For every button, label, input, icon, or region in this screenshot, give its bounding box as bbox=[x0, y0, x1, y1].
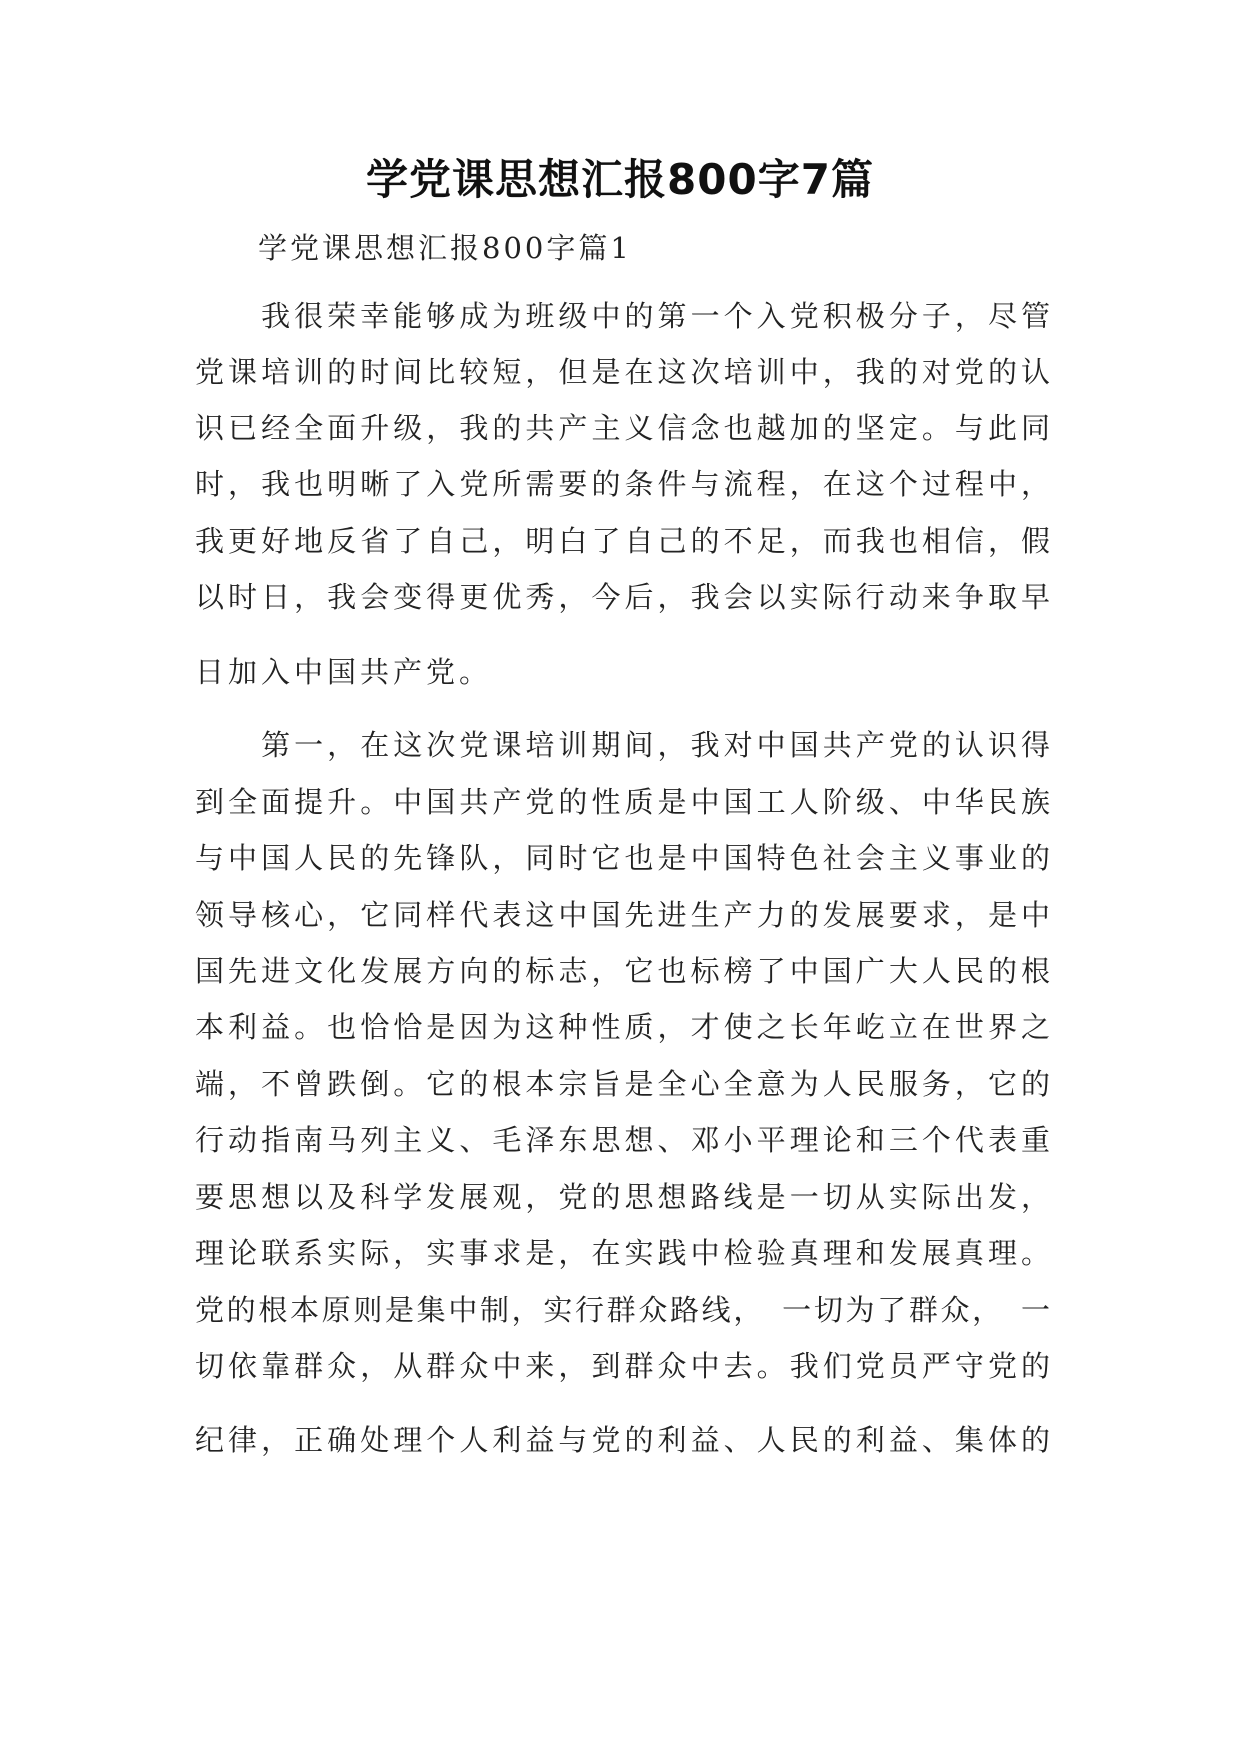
section-heading: 学党课思想汇报800字篇1 bbox=[258, 231, 632, 265]
paragraph-1-line: 时，我也明晰了入党所需要的条件与流程，在这个过程中， bbox=[195, 467, 1050, 501]
paragraph-2-line: 要思想以及科学发展观，党的思想路线是一切从实际出发， bbox=[195, 1180, 1050, 1214]
paragraph-2-line: 与中国人民的先锋队，同时它也是中国特色社会主义事业的 bbox=[195, 841, 1050, 875]
paragraph-2-line: 本利益。也恰恰是因为这种性质，才使之长年屹立在世界之 bbox=[195, 1010, 1050, 1044]
paragraph-2-line: 党的根本原则是集中制，实行群众路线， 一切为了群众， 一 bbox=[195, 1293, 1050, 1327]
paragraph-2-line: 第一，在这次党课培训期间，我对中国共产党的认识得 bbox=[195, 728, 1050, 762]
paragraph-2-line: 端，不曾跌倒。它的根本宗旨是全心全意为人民服务，它的 bbox=[195, 1067, 1050, 1101]
paragraph-2-line: 到全面提升。中国共产党的性质是中国工人阶级、中华民族 bbox=[195, 785, 1050, 819]
document-title: 学党课思想汇报800字7篇 bbox=[366, 155, 874, 204]
paragraph-2-line: 纪律，正确处理个人利益与党的利益、人民的利益、集体的 bbox=[195, 1423, 1050, 1457]
paragraph-2-line: 行动指南马列主义、毛泽东思想、邓小平理论和三个代表重 bbox=[195, 1123, 1050, 1157]
paragraph-2-line: 国先进文化发展方向的标志，它也标榜了中国广大人民的根 bbox=[195, 954, 1050, 988]
paragraph-1-line: 以时日，我会变得更优秀，今后，我会以实际行动来争取早 bbox=[195, 580, 1050, 614]
paragraph-1-line: 我更好地反省了自己，明白了自己的不足，而我也相信，假 bbox=[195, 524, 1050, 558]
paragraph-2-line: 切依靠群众，从群众中来，到群众中去。我们党员严守党的 bbox=[195, 1349, 1050, 1383]
paragraph-1-line: 党课培训的时间比较短，但是在这次培训中，我的对党的认 bbox=[195, 355, 1050, 389]
paragraph-1-line: 日加入中国共产党。 bbox=[195, 655, 493, 689]
paragraph-2-line: 理论联系实际，实事求是，在实践中检验真理和发展真理。 bbox=[195, 1236, 1050, 1270]
paragraph-2-line: 领导核心，它同样代表这中国先进生产力的发展要求，是中 bbox=[195, 898, 1050, 932]
paragraph-1-line: 识已经全面升级，我的共产主义信念也越加的坚定。与此同 bbox=[195, 411, 1050, 445]
paragraph-1-line: 我很荣幸能够成为班级中的第一个入党积极分子，尽管 bbox=[195, 299, 1050, 333]
